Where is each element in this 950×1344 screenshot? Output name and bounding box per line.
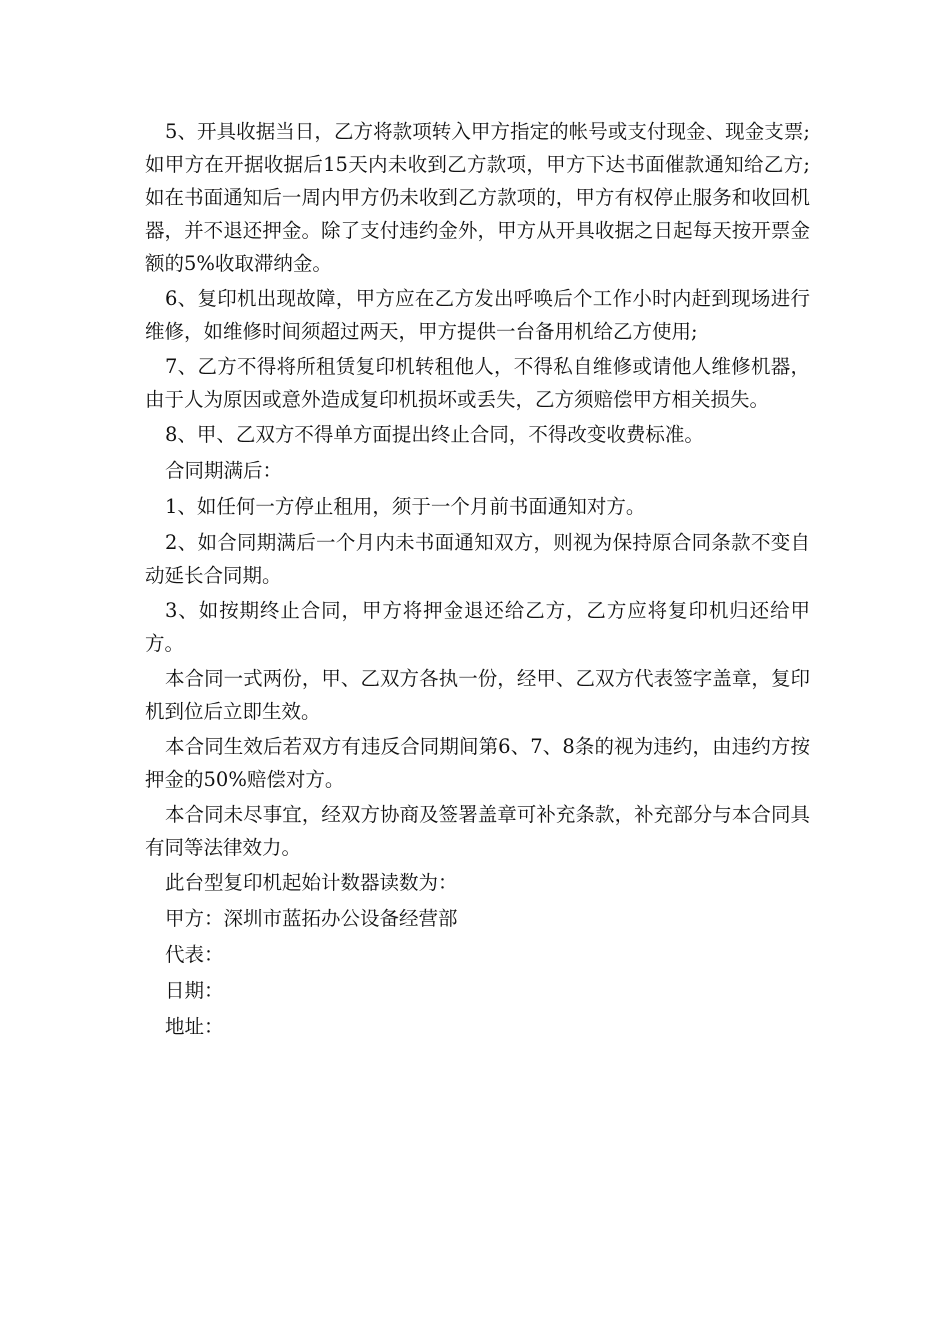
expiry-clause-1-paragraph: 1、如任何一方停止租用，须于一个月前书面通知对方。 <box>165 495 646 518</box>
clause-8-paragraph: 8、甲、乙双方不得单方面提出终止合同，不得改变收费标准。 <box>165 423 704 446</box>
clause-5-paragraph: 5、开具收据当日，乙方将款项转入甲方指定的帐号或支付现金、现金支票;如甲方在开据收据后15天内未收到乙方款项，甲方下达书面催款通知给乙方;如在书面通知后一周内甲方仍未收到乙方款项的，甲方有权停止服务和收回机器，并不退还押金。除了支付违约金外，甲方从开具收据之日起每天按开票金额的5%收取滞纳金。 <box>145 120 810 275</box>
counter-reading-line: 此台型复印机起始计数器读数为： <box>165 871 458 894</box>
supplement-paragraph: 本合同未尽事宜，经双方协商及签署盖章可补充条款，补充部分与本合同具有同等法律效力。 <box>145 803 810 859</box>
address-line: 地址： <box>165 1015 224 1038</box>
party-a-line: 甲方：深圳市蓝拓办公设备经营部 <box>165 907 458 930</box>
breach-paragraph: 本合同生效后若双方有违反合同期间第6、7、8条的视为违约，由违约方按押金的50%赔偿对方。 <box>145 735 810 791</box>
expiry-heading: 合同期满后： <box>165 459 283 482</box>
representative-line: 代表： <box>165 943 224 966</box>
clause-6-paragraph: 6、复印机出现故障，甲方应在乙方发出呼唤后个工作小时内赶到现场进行维修，如维修时间须超过两天，甲方提供一台备用机给乙方使用; <box>145 287 810 343</box>
clause-7-paragraph: 7、乙方不得将所租赁复印机转租他人，不得私自维修或请他人维修机器，由于人为原因或意外造成复印机损坏或丢失，乙方须赔偿甲方相关损失。 <box>145 355 810 411</box>
expiry-clause-3-paragraph: 3、如按期终止合同，甲方将押金退还给乙方，乙方应将复印机归还给甲方。 <box>145 599 810 655</box>
date-line: 日期： <box>165 979 224 1002</box>
expiry-clause-2-paragraph: 2、如合同期满后一个月内未书面通知双方，则视为保持原合同条款不变自动延长合同期。 <box>145 531 810 587</box>
document-page <box>145 115 810 1046</box>
copies-paragraph: 本合同一式两份，甲、乙双方各执一份，经甲、乙双方代表签字盖章，复印机到位后立即生效。 <box>145 667 810 723</box>
